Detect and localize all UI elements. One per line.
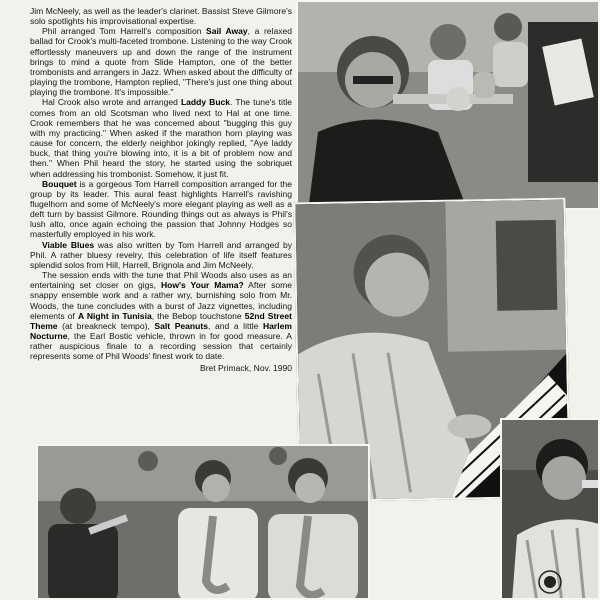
article-text-column	[30, 6, 292, 374]
paragraph-bouquet	[30, 179, 292, 240]
tune-title-hows-your-mama: How's Your Mama?	[160, 280, 244, 291]
text-run: The session ends with the tune that Phil Woods also uses as an entertaining set closer on gigs,	[30, 270, 292, 291]
paragraph-sail-away	[30, 26, 292, 97]
trumpeter-illustration	[298, 2, 600, 210]
photo-trumpeter-band	[296, 0, 600, 210]
text-run: . The tune's title comes from an old Scotsman who lived next to Hal at one time. Crook remembers that he was concerned about ''bugging this guy with my practicing.'' When asked if the marathon horn playing was cause for concern, the elderly neighbor jokingly replied, ''Aye laddy buck, that thing you're blowing into, it is a bit of problem now and then.'' When Phil heard the story, he started using the sobriquet when addressing his trombonist. Somehow, it just fit.	[30, 97, 292, 179]
tune-title-bouquet: Bouquet	[42, 178, 77, 189]
text-run: Phil arranged Tom Harrell's composition	[42, 26, 207, 37]
paragraph-closer	[30, 270, 292, 361]
text-run: , a relaxed ballad for Crook's multi-faceted trombone. Listening to the way Crook effortlessly maneuvers up and down the range of the instrument brings to mind a quote from Slide Hampton, one of the better trombonists and arrangers in Jazz. When asked about the difficulty of playing the trombone, Hampton replied, ''There's just one thing about playing the trombone. It's impossible.''	[30, 26, 292, 98]
tune-title-night-in-tunisia: A Night in Tunisia	[77, 310, 152, 321]
paragraph-intro	[30, 6, 292, 26]
tune-title-harlem-nocturne: Harlem Nocturne	[30, 320, 292, 341]
text-run: , and a little	[207, 320, 263, 331]
tune-title-salt-peanuts: Salt Peanuts	[154, 320, 208, 331]
sax-section-illustration	[38, 446, 370, 600]
text-run: was also written by Tom Harrell and arranged by Phil. A rather bluesy revelry, this celebration of life itself features splendid solos from Hill, Harrell, Brignola and Jim McNeely.	[30, 239, 292, 270]
tune-title-52nd-street: 52nd Street Theme	[30, 310, 292, 331]
paragraph-laddy-buck	[30, 97, 292, 178]
text-run: (at breakneck tempo),	[57, 320, 155, 331]
tune-title-viable-blues: Viable Blues	[42, 239, 95, 250]
tune-title-sail-away: Sail Away	[206, 26, 248, 37]
text-run: is a gorgeous Tom Harrell composition arranged for the group by its leader. This aural feast highlights Harrell's ravishing flugelhorn and some of McNeely's more elegant playing as well as a deft turn by bassist Gilmore. Rounding things out as always is Phil's lush alto, once again echoing the passion that Johnny Hodges so masterfully employed in his work.	[30, 178, 292, 240]
author-signature: Bret Primack, Nov. 1990	[200, 363, 292, 374]
text-run: Hal Crook also wrote and arranged	[42, 97, 181, 108]
photo-saxophone-section	[36, 444, 370, 600]
tune-title-laddy-buck: Laddy Buck	[180, 97, 231, 108]
text-run: , the Earl Bostic vehicle, thrown in for good measure. A rather auspicious finale to a recording session that certainly represents some of Phil Woods' finest work to date.	[30, 331, 292, 362]
text-run: After some snappy ensemble work and a rather wry, burnishing solo from Mr. Woods, the tune concludes with a burst of Jazz vignettes, including elements of	[30, 280, 293, 321]
record-label-logo	[538, 570, 562, 594]
paragraph-intro-text: Jim McNeely, as well as the leader's clarinet. Bassist Steve Gilmore's solo spotlights his improvisational expertise.	[30, 6, 292, 27]
text-run: , the Bebop touchstone	[151, 310, 245, 321]
paragraph-viable-blues	[30, 240, 292, 270]
